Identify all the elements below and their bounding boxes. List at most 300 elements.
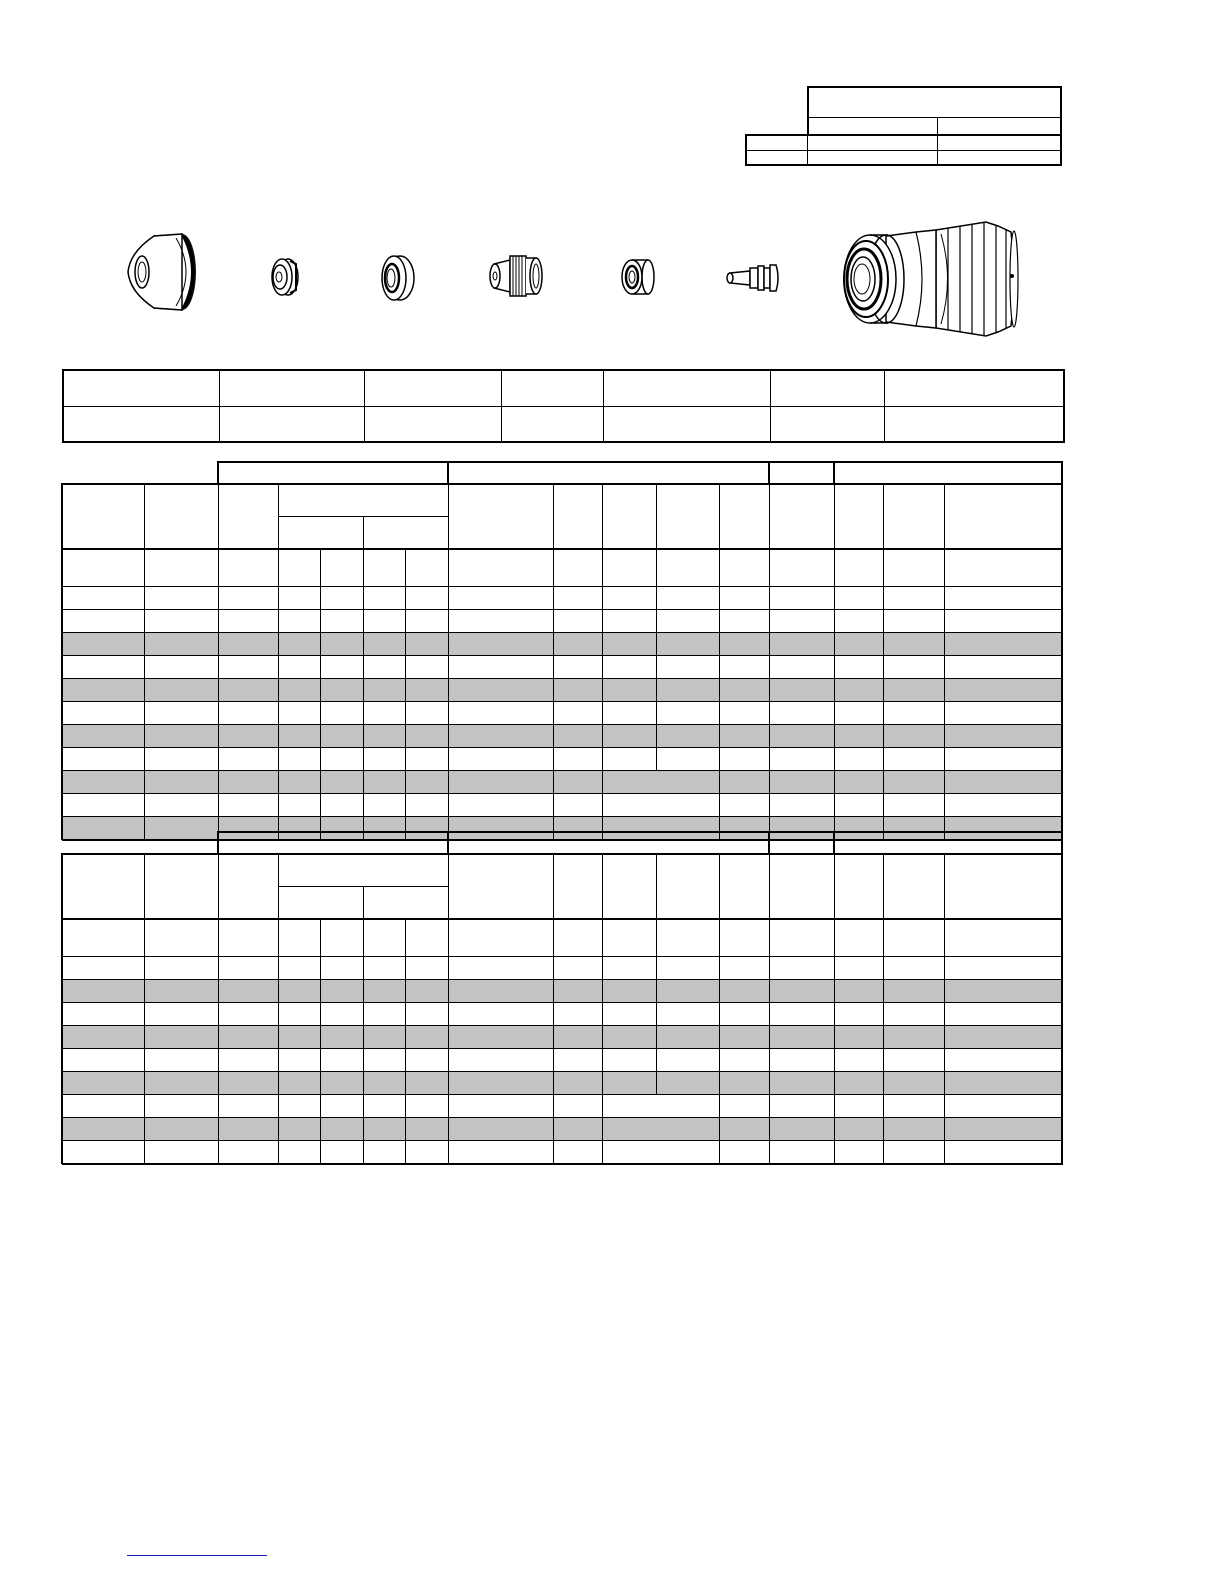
- grid-line: [553, 609, 554, 632]
- grid-line: [602, 548, 603, 586]
- corner-table-divider: [745, 150, 1062, 151]
- grid-line: [448, 747, 449, 770]
- grid-line: [218, 747, 219, 770]
- row-line: [62, 724, 1062, 725]
- grid-line: [218, 1025, 219, 1048]
- grid-line: [144, 1002, 145, 1025]
- grid-line: [944, 548, 945, 586]
- row-line: [62, 1117, 1062, 1118]
- grid-line: [602, 586, 603, 609]
- grid-line: [944, 918, 945, 956]
- grid-line: [883, 609, 884, 632]
- part-cell: [603, 370, 770, 406]
- grid-line: [448, 793, 449, 816]
- grid-line: [719, 918, 720, 956]
- grid-line: [278, 1094, 279, 1117]
- corner-table-subheader-1: [807, 117, 938, 135]
- table-row-shaded: [62, 1025, 1062, 1048]
- grid-line: [769, 770, 770, 793]
- grid-line: [834, 609, 835, 632]
- grid-line: [320, 816, 321, 839]
- part-cell: [364, 370, 501, 406]
- grid-line: [602, 770, 603, 793]
- grid-line: [719, 548, 720, 586]
- grid-line: [320, 1002, 321, 1025]
- grid-line: [218, 979, 219, 1002]
- grid-line: [448, 979, 449, 1002]
- grid-line: [448, 1140, 449, 1163]
- grid-line: [719, 1025, 720, 1048]
- grid-line: [719, 586, 720, 609]
- grid-line: [769, 483, 770, 548]
- grid-line: [144, 655, 145, 678]
- grid-line: [719, 724, 720, 747]
- grid-line: [719, 793, 720, 816]
- grid-line: [218, 461, 1063, 463]
- grid-line: [218, 678, 219, 701]
- row-line: [62, 1048, 1062, 1049]
- grid-line: [218, 793, 219, 816]
- grid-line: [363, 1002, 364, 1025]
- grid-line: [602, 979, 603, 1002]
- grid-line: [834, 793, 835, 816]
- grid-line: [405, 1048, 406, 1071]
- grid-line: [719, 770, 720, 793]
- grid-line: [448, 609, 449, 632]
- grid-line: [656, 1002, 657, 1025]
- grid-line: [719, 1117, 720, 1140]
- grid-line: [944, 655, 945, 678]
- grid-line: [656, 918, 657, 956]
- row-line: [62, 609, 1062, 610]
- swirl-ring-icon: [618, 258, 658, 296]
- grid-line: [448, 724, 449, 747]
- grid-line: [218, 1048, 219, 1071]
- grid-line: [834, 770, 835, 793]
- grid-line: [405, 793, 406, 816]
- grid-line: [656, 678, 657, 701]
- grid-line: [719, 1002, 720, 1025]
- ring-icon: [378, 254, 418, 302]
- grid-line: [405, 956, 406, 979]
- grid-line: [405, 1071, 406, 1094]
- grid-line: [719, 1048, 720, 1071]
- grid-line: [448, 956, 449, 979]
- grid-line: [834, 1071, 835, 1094]
- grid-line: [62, 586, 1063, 587]
- grid-line: [144, 1048, 145, 1071]
- grid-line: [553, 979, 554, 1002]
- grid-line: [218, 655, 219, 678]
- grid-line: [769, 1002, 770, 1025]
- grid-line: [278, 956, 279, 979]
- torch-body-icon: [836, 220, 1026, 338]
- grid-line: [405, 979, 406, 1002]
- part-cell: [603, 406, 770, 442]
- grid-line: [719, 1094, 720, 1117]
- grid-line: [602, 655, 603, 678]
- grid-line: [883, 655, 884, 678]
- grid-line: [144, 853, 145, 918]
- grid-line: [883, 956, 884, 979]
- grid-line: [656, 853, 657, 918]
- grid-line: [62, 483, 1063, 485]
- grid-line: [448, 586, 449, 609]
- grid-line: [602, 1025, 603, 1048]
- grid-line: [602, 956, 603, 979]
- grid-line: [553, 1117, 554, 1140]
- grid-line: [218, 586, 219, 609]
- grid-line: [62, 1163, 1063, 1165]
- grid-line: [278, 548, 279, 586]
- grid-line: [448, 701, 449, 724]
- grid-line: [883, 918, 884, 956]
- grid-line: [883, 853, 884, 918]
- grid-line: [448, 853, 449, 918]
- grid-line: [363, 724, 364, 747]
- grid-line: [363, 632, 364, 655]
- grid-line: [448, 655, 449, 678]
- grid-line: [144, 724, 145, 747]
- grid-line: [320, 770, 321, 793]
- grid-line: [883, 724, 884, 747]
- grid-line: [719, 483, 720, 548]
- grid-line: [769, 1140, 770, 1163]
- grid-line: [944, 1002, 945, 1025]
- row-line: [62, 1094, 1062, 1095]
- grid-line: [278, 1117, 279, 1140]
- grid-line: [944, 816, 945, 839]
- grid-line: [62, 853, 1063, 855]
- grid-line: [553, 747, 554, 770]
- grid-line: [656, 655, 657, 678]
- grid-line: [719, 701, 720, 724]
- grid-line: [405, 548, 406, 586]
- grid-line: [944, 747, 945, 770]
- grid-line: [553, 918, 554, 956]
- grid-line: [405, 609, 406, 632]
- grid-line: [883, 1048, 884, 1071]
- grid-line: [769, 1071, 770, 1094]
- grid-line: [405, 701, 406, 724]
- grid-line: [144, 1071, 145, 1094]
- grid-line: [320, 632, 321, 655]
- grid-line: [719, 678, 720, 701]
- grid-line: [602, 678, 603, 701]
- grid-line: [363, 609, 364, 632]
- grid-line: [320, 548, 321, 586]
- grid-line: [62, 918, 1063, 920]
- grid-line: [944, 724, 945, 747]
- grid-line: [769, 548, 770, 586]
- grid-line: [320, 1048, 321, 1071]
- row-line: [62, 1071, 1062, 1072]
- grid-line: [363, 655, 364, 678]
- grid-line: [278, 1048, 279, 1071]
- grid-line: [405, 586, 406, 609]
- grid-line: [278, 1071, 279, 1094]
- grid-line: [448, 1117, 449, 1140]
- grid-line: [144, 1025, 145, 1048]
- grid-line: [218, 1002, 219, 1025]
- grid-line: [656, 548, 657, 586]
- grid-line: [363, 918, 364, 956]
- grid-line: [218, 609, 219, 632]
- row-line: [62, 1140, 1062, 1141]
- grid-line: [405, 1094, 406, 1117]
- grid-line: [363, 701, 364, 724]
- table-row-shaded: [62, 1117, 1062, 1140]
- grid-line: [602, 918, 603, 956]
- grid-line: [320, 678, 321, 701]
- grid-line: [278, 701, 279, 724]
- table-row-shaded: [62, 770, 1062, 793]
- grid-line: [656, 586, 657, 609]
- part-cell: [884, 406, 1064, 442]
- grid-line: [656, 609, 657, 632]
- grid-line: [834, 632, 835, 655]
- grid-line: [553, 1140, 554, 1163]
- grid-line: [883, 816, 884, 839]
- grid-line: [218, 831, 1063, 833]
- row-line: [62, 678, 1062, 679]
- grid-line: [363, 678, 364, 701]
- part-cell: [501, 406, 603, 442]
- grid-line: [144, 979, 145, 1002]
- table-row-shaded: [62, 678, 1062, 701]
- grid-line: [363, 979, 364, 1002]
- grid-line: [719, 853, 720, 918]
- grid-line: [719, 655, 720, 678]
- grid-line: [278, 1025, 279, 1048]
- grid-line: [834, 1117, 835, 1140]
- grid-line: [363, 1140, 364, 1163]
- part-cell: [219, 406, 364, 442]
- grid-line: [218, 1117, 219, 1140]
- grid-line: [278, 609, 279, 632]
- grid-line: [278, 586, 279, 609]
- grid-line: [769, 1094, 770, 1117]
- grid-line: [944, 701, 945, 724]
- row-line: [62, 747, 1062, 748]
- grid-line: [602, 816, 603, 839]
- grid-line: [363, 548, 364, 586]
- grid-line: [768, 461, 770, 483]
- grid-line: [769, 1048, 770, 1071]
- grid-line: [320, 724, 321, 747]
- grid-line: [883, 747, 884, 770]
- grid-line: [278, 1002, 279, 1025]
- grid-line: [883, 1140, 884, 1163]
- grid-line: [218, 1094, 219, 1117]
- grid-line: [278, 483, 279, 548]
- table-row-shaded: [62, 724, 1062, 747]
- grid-line: [769, 1117, 770, 1140]
- grid-line: [719, 1071, 720, 1094]
- grid-line: [944, 853, 945, 918]
- grid-line: [602, 632, 603, 655]
- part-cell: [364, 406, 501, 442]
- grid-line: [553, 853, 554, 918]
- grid-line: [553, 586, 554, 609]
- grid-line: [217, 831, 219, 853]
- grid-line: [834, 548, 835, 586]
- grid-line: [144, 632, 145, 655]
- grid-line: [944, 793, 945, 816]
- grid-line: [834, 918, 835, 956]
- grid-line: [656, 1025, 657, 1048]
- table-row-shaded: [62, 632, 1062, 655]
- grid-line: [834, 1048, 835, 1071]
- grid-line: [553, 701, 554, 724]
- table-row-shaded: [62, 1071, 1062, 1094]
- grid-line: [218, 701, 219, 724]
- grid-line: [834, 1025, 835, 1048]
- grid-line: [602, 1094, 603, 1117]
- grid-line: [278, 816, 279, 839]
- grid-line: [278, 853, 279, 918]
- grid-line: [320, 793, 321, 816]
- grid-line: [320, 1025, 321, 1048]
- grid-line: [602, 701, 603, 724]
- grid-line: [656, 956, 657, 979]
- grid-line: [553, 793, 554, 816]
- grid-line: [448, 1094, 449, 1117]
- grid-line: [405, 747, 406, 770]
- grid-line: [553, 1002, 554, 1025]
- grid-line: [553, 1094, 554, 1117]
- grid-line: [944, 1117, 945, 1140]
- grid-line: [218, 918, 219, 956]
- grid-line: [769, 979, 770, 1002]
- grid-line: [144, 770, 145, 793]
- electrode-icon: [724, 262, 780, 294]
- grid-line: [447, 831, 449, 853]
- part-numbers-row: [63, 406, 1064, 442]
- grid-line: [719, 979, 720, 1002]
- grid-line: [278, 678, 279, 701]
- grid-line: [217, 461, 219, 483]
- grid-line: [834, 701, 835, 724]
- grid-line: [363, 1071, 364, 1094]
- grid-line: [363, 816, 364, 839]
- grid-line: [769, 701, 770, 724]
- grid-line: [719, 609, 720, 632]
- grid-line: [320, 586, 321, 609]
- grid-line: [448, 770, 449, 793]
- grid-line: [363, 1025, 364, 1048]
- grid-line: [320, 956, 321, 979]
- grid-line: [218, 548, 219, 586]
- grid-line: [553, 724, 554, 747]
- grid-line: [144, 1117, 145, 1140]
- grid-line: [218, 483, 219, 548]
- grid-line: [834, 483, 835, 548]
- grid-line: [62, 956, 1063, 957]
- footer-link[interactable]: [127, 1555, 267, 1556]
- grid-line: [144, 609, 145, 632]
- grid-line: [405, 770, 406, 793]
- row-line: [62, 979, 1062, 980]
- grid-line: [363, 956, 364, 979]
- grid-line: [320, 701, 321, 724]
- grid-line: [656, 979, 657, 1002]
- shield-icon: [124, 232, 200, 312]
- grid-line: [883, 586, 884, 609]
- grid-line: [883, 770, 884, 793]
- grid-line: [320, 747, 321, 770]
- grid-line: [719, 632, 720, 655]
- grid-line: [218, 1140, 219, 1163]
- grid-line: [363, 1094, 364, 1117]
- grid-line: [719, 1140, 720, 1163]
- grid-line: [448, 678, 449, 701]
- grid-line: [834, 956, 835, 979]
- grid-line: [602, 483, 603, 548]
- grid-line: [448, 632, 449, 655]
- grid-line: [320, 1071, 321, 1094]
- grid-line: [769, 1025, 770, 1048]
- grid-line: [320, 1117, 321, 1140]
- grid-line: [1061, 831, 1063, 1164]
- grid-line: [405, 655, 406, 678]
- grid-line: [363, 1048, 364, 1071]
- grid-line: [944, 770, 945, 793]
- grid-line: [944, 1048, 945, 1071]
- grid-line: [883, 632, 884, 655]
- grid-line: [405, 1117, 406, 1140]
- grid-line: [944, 678, 945, 701]
- grid-line: [944, 1094, 945, 1117]
- grid-line: [553, 1048, 554, 1071]
- grid-line: [883, 1117, 884, 1140]
- row-line: [62, 793, 1062, 794]
- row-line: [62, 632, 1062, 633]
- grid-line: [944, 609, 945, 632]
- grid-line: [62, 548, 1063, 550]
- grid-line: [883, 701, 884, 724]
- grid-line: [363, 1117, 364, 1140]
- grid-line: [602, 1071, 603, 1094]
- grid-line: [769, 609, 770, 632]
- part-cell: [63, 370, 219, 406]
- grid-line: [769, 956, 770, 979]
- grid-line: [144, 586, 145, 609]
- grid-line: [363, 747, 364, 770]
- part-cell: [884, 370, 1064, 406]
- grid-line: [553, 1025, 554, 1048]
- table-row-shaded: [62, 979, 1062, 1002]
- grid-line: [834, 1094, 835, 1117]
- grid-line: [656, 747, 657, 770]
- grid-line: [363, 770, 364, 793]
- grid-line: [944, 632, 945, 655]
- grid-line: [769, 655, 770, 678]
- grid-line: [834, 1002, 835, 1025]
- grid-line: [405, 1002, 406, 1025]
- row-line: [62, 770, 1062, 771]
- corner-table-subheader-2: [937, 117, 1062, 135]
- grid-line: [405, 632, 406, 655]
- grid-line: [448, 1048, 449, 1071]
- grid-line: [553, 483, 554, 548]
- grid-line: [656, 1071, 657, 1094]
- grid-line: [553, 816, 554, 839]
- grid-line: [553, 655, 554, 678]
- grid-line: [278, 632, 279, 655]
- grid-line: [1061, 461, 1063, 840]
- grid-line: [656, 724, 657, 747]
